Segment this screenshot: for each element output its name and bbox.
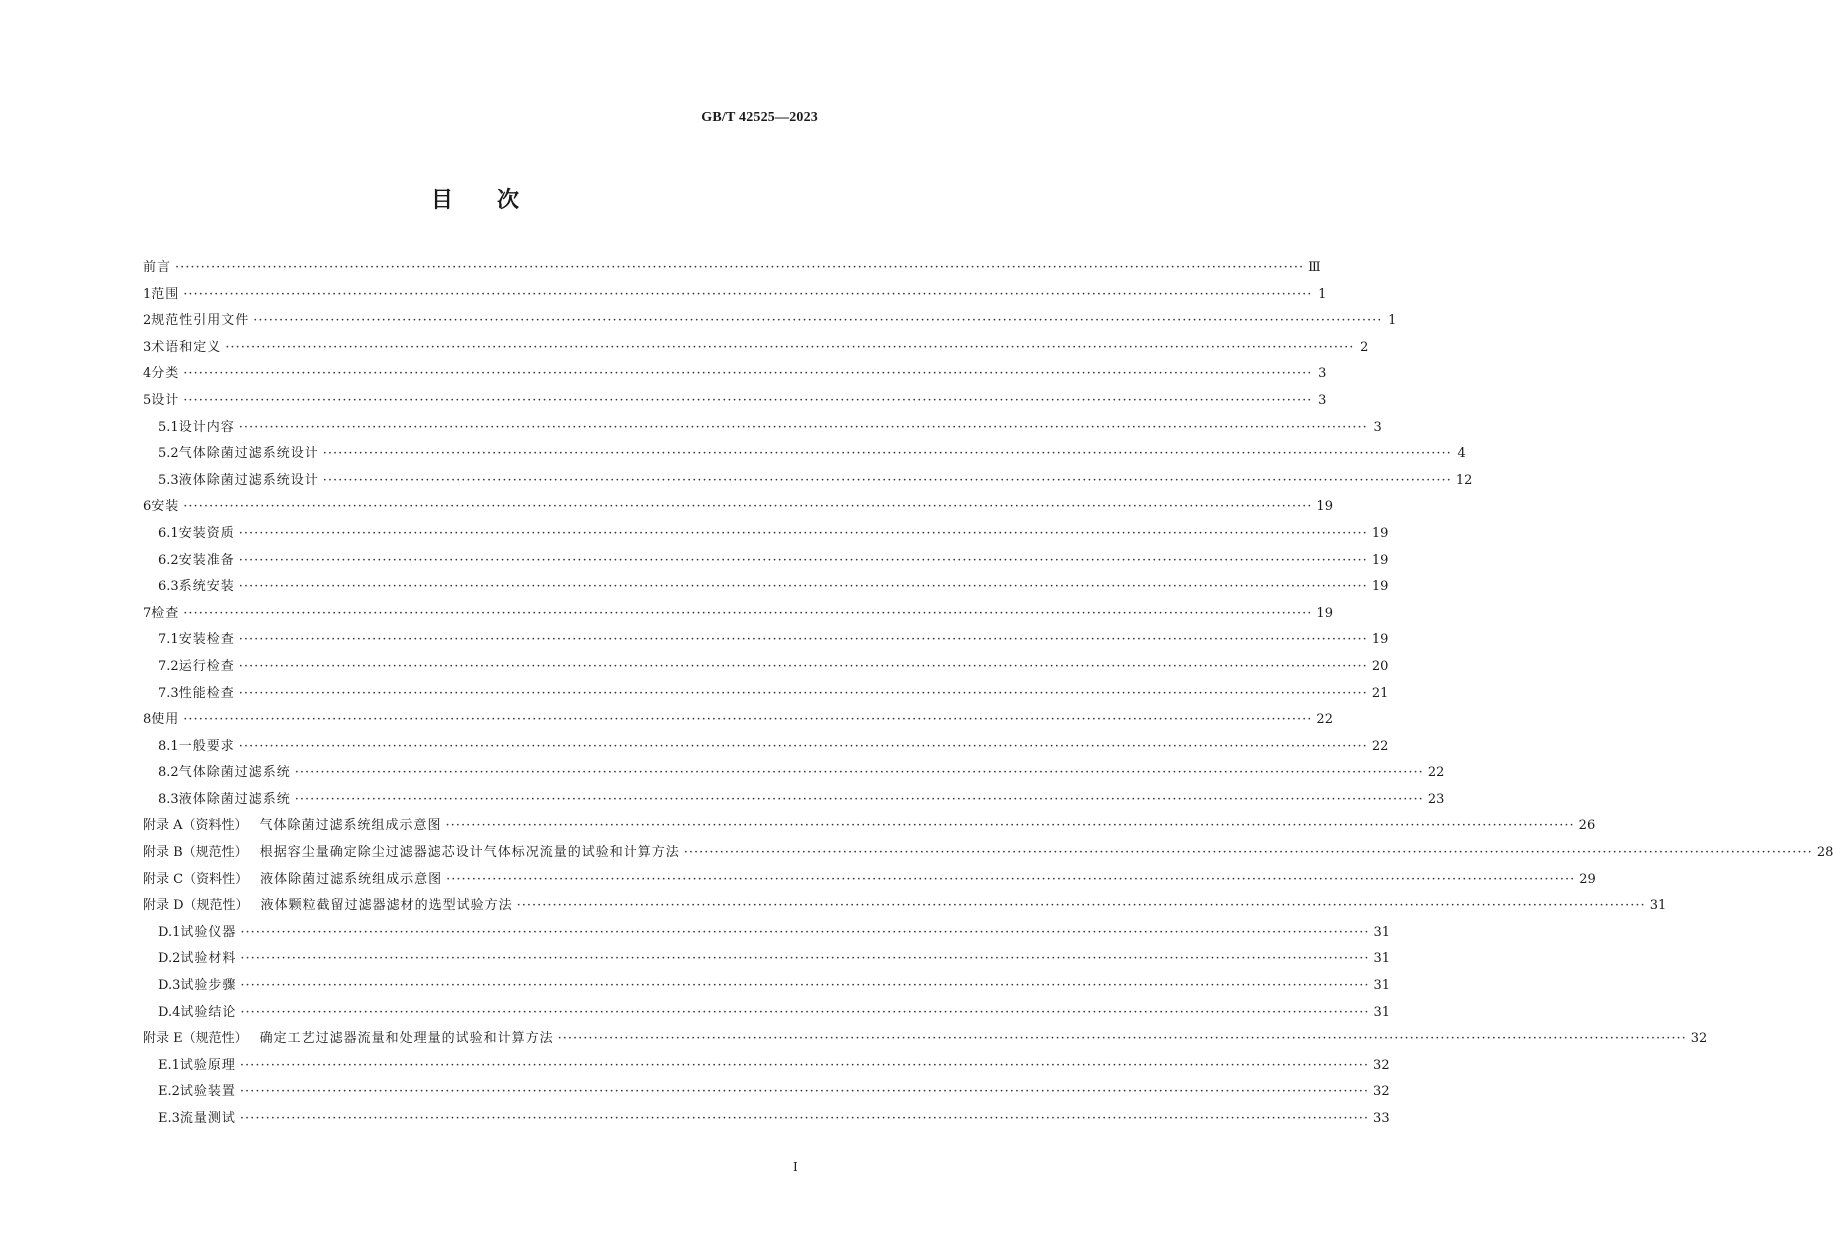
toc-entry[interactable] [143,442,1466,469]
toc-leader-dots: ···························································································································································································································· [183,366,1313,382]
toc-leader-dots: ···························································································································································································································· [238,525,1368,541]
toc-entry-number: E.2 [158,1084,180,1100]
toc-leader-dots: ···························································································································································································································· [240,978,1370,994]
toc-leader-dots: ···························································································································································································································· [516,898,1646,914]
toc-leader-dots: ···························································································································································································································· [183,712,1313,728]
toc-entry-number: 8.3 [158,791,179,807]
toc-entry[interactable] [143,788,1445,815]
toc-entry-title: 设计内容 [178,419,235,435]
toc-entry-title: 分类 [151,366,180,382]
toc-entry-number: 3 [143,339,152,355]
toc-entry[interactable] [143,256,1321,283]
toc-leader-dots: ···························································································································································································································· [445,818,1575,834]
toc-leader-dots: ···························································································································································································································· [446,871,1576,887]
toc-entry[interactable] [143,336,1369,363]
toc-leader-dots: ···························································································································································································································· [239,1057,1370,1073]
toc-entry-number: 附录 A（资料性） [143,818,248,834]
toc-entry-title: 试验仪器 [180,924,237,940]
toc-entry-number: 5.2 [158,446,179,462]
toc-leader-dots: ···························································································································································································································· [240,951,1370,967]
toc-entry-title: 试验材料 [180,951,237,967]
toc-entry-title: 液体除菌过滤系统 [178,791,291,807]
toc-entry[interactable] [143,814,1596,841]
toc-entry-page: 22 [1371,738,1389,754]
toc-entry[interactable] [143,522,1389,549]
toc-entry[interactable] [143,549,1389,576]
toc-entry[interactable] [143,362,1327,389]
toc-leader-dots: ···························································································································································································································· [238,685,1368,701]
toc-entry[interactable] [143,575,1389,602]
toc-entry[interactable] [143,1001,1391,1028]
toc-entry-page: 19 [1371,552,1389,568]
standard-code: GB/T 42525—2023 [701,110,818,125]
toc-entry-title: 试验原理 [179,1057,236,1073]
toc-leader-dots: ···························································································································································································································· [175,260,1305,275]
toc-leader-dots: ···························································································································································································································· [238,658,1368,674]
toc-entry-number: 6.1 [158,525,179,541]
toc-entry-page: 32 [1373,1084,1390,1100]
toc-entry-number: 6.2 [158,552,179,568]
toc-entry[interactable] [143,469,1473,496]
toc-entry-title: 气体除菌过滤系统组成示意图 [259,818,442,834]
toc-entry[interactable] [143,921,1391,948]
toc-entry-number: 4 [143,366,152,382]
toc-entry[interactable] [143,495,1333,522]
toc-entry-page: 29 [1579,871,1596,887]
toc-entry[interactable] [143,1027,1708,1054]
toc-entry-number: 1 [143,286,152,302]
toc-entry-page: Ⅲ [1308,260,1321,275]
toc-entry-page: 23 [1427,791,1445,807]
toc-entry-page: 3 [1373,419,1382,435]
toc-entry-page: 3 [1318,366,1327,382]
toc-entry-page: 31 [1373,924,1391,940]
toc-leader-dots: ···························································································································································································································· [322,446,1452,462]
toc-entry-title: 安装检查 [178,632,235,648]
toc-leader-dots: ···························································································································································································································· [183,286,1313,302]
toc-leader-dots: ···························································································································································································································· [238,419,1368,435]
page-title [0,183,950,214]
toc-entry-page: 19 [1316,499,1333,515]
toc-leader-dots: ···························································································································································································································· [183,392,1313,408]
title-char-1: 目 [430,187,453,213]
toc-entry-number: 附录 B（规范性） [143,845,248,861]
toc-entry-number: 7.3 [158,685,179,701]
toc-entry-title: 运行检查 [178,658,235,674]
toc-entry-title: 试验结论 [180,1004,237,1020]
toc-entry-page: 2 [1360,339,1369,355]
toc-entry-page: 19 [1371,632,1389,648]
toc-entry-number: 附录 D（规范性） [143,898,249,914]
toc-entry-title: 试验装置 [179,1084,236,1100]
toc-entry-page: 19 [1316,605,1333,621]
toc-leader-dots: ···························································································································································································································· [240,924,1370,940]
title-char-2: 次 [497,187,520,213]
toc-entry-number: 5.3 [158,472,179,488]
toc-entry-title: 确定工艺过滤器流量和处理量的试验和计算方法 [259,1031,554,1047]
toc-entry-title: 检查 [151,605,180,621]
toc-leader-dots: ···························································································································································································································· [253,313,1383,329]
toc-leader-dots: ···························································································································································································································· [238,738,1368,754]
toc-leader-dots: ···························································································································································································································· [238,632,1368,648]
toc-entry-page: 1 [1318,286,1327,302]
toc-leader-dots: ···························································································································································································································· [294,791,1424,807]
toc-entry-number: E.3 [158,1111,180,1126]
toc-entry-title: 安装资质 [178,525,235,541]
toc-entry[interactable] [143,628,1389,655]
toc-entry-page: 19 [1371,525,1389,541]
toc-entry-title: 根据容尘量确定除尘过滤器滤芯设计气体标况流量的试验和计算方法 [259,845,680,861]
toc-entry-title: 前言 [143,260,172,275]
toc-entry-title: 范围 [151,286,180,302]
toc-leader-dots: ···························································································································································································································· [294,765,1424,781]
toc-entry-page: 20 [1371,658,1389,674]
toc-entry-title: 安装 [151,499,180,515]
toc-leader-dots: ···························································································································································································································· [238,579,1368,595]
toc-entry-number: D.2 [158,951,181,967]
toc-leader-dots: ···························································································································································································································· [183,605,1313,621]
toc-leader-dots: ···························································································································································································································· [557,1031,1687,1047]
toc-leader-dots: ···························································································································································································································· [238,552,1368,568]
toc-entry-page: 28 [1816,845,1833,861]
toc-entry-number: 8.1 [158,738,179,754]
toc-entry-page: 22 [1316,712,1333,728]
toc-entry-page: 33 [1373,1111,1390,1126]
toc-leader-dots: ···························································································································································································································· [683,845,1813,861]
toc-leader-dots: ···························································································································································································································· [239,1111,1370,1126]
toc-entry[interactable] [143,682,1389,709]
toc-entry[interactable] [143,868,1596,895]
toc-entry[interactable] [143,841,1833,868]
toc-entry-number: 6.3 [158,579,179,595]
toc-entry-page: 26 [1578,818,1596,834]
toc-entry-number: 附录 C（资料性） [143,871,249,887]
toc-entry-title: 气体除菌过滤系统设计 [178,446,319,462]
toc-entry-number: 5 [143,392,152,408]
toc-entry[interactable] [143,283,1327,310]
toc-entry-page: 31 [1373,978,1391,994]
toc-entry[interactable] [143,1107,1390,1134]
toc-entry[interactable] [143,761,1445,788]
table-of-contents [143,256,1833,1134]
toc-entry[interactable] [143,602,1333,629]
toc-entry-number: D.3 [158,978,181,994]
toc-entry-title: 安装准备 [178,552,235,568]
toc-entry-page: 3 [1318,392,1327,408]
toc-entry[interactable] [143,309,1397,336]
page-number: I [793,1160,798,1174]
toc-leader-dots: ···························································································································································································································· [239,1084,1370,1100]
toc-entry-title: 液体除菌过滤系统设计 [178,472,319,488]
toc-entry-number: D.4 [158,1004,181,1020]
toc-entry-number: 附录 E（规范性） [143,1031,248,1047]
toc-entry[interactable] [143,389,1327,416]
toc-entry[interactable] [143,1054,1390,1081]
toc-entry-number: 7.2 [158,658,179,674]
toc-entry[interactable] [143,894,1667,921]
toc-entry-title: 试验步骤 [180,978,237,994]
toc-entry[interactable] [143,655,1389,682]
toc-entry-page: 12 [1455,472,1473,488]
toc-entry[interactable] [143,1080,1390,1107]
toc-entry[interactable] [143,947,1391,974]
toc-leader-dots: ···························································································································································································································· [183,499,1313,515]
toc-entry-title: 设计 [151,392,180,408]
toc-entry-title: 性能检查 [178,685,235,701]
toc-entry-number: E.1 [158,1057,180,1073]
toc-entry-title: 系统安装 [178,579,235,595]
toc-entry-title: 液体颗粒截留过滤器滤材的选型试验方法 [260,898,513,914]
toc-entry-number: 7 [143,605,152,621]
toc-entry-page: 31 [1649,898,1667,914]
toc-entry-number: 8 [143,712,152,728]
toc-entry[interactable] [143,708,1333,735]
toc-entry-title: 规范性引用文件 [151,313,250,329]
toc-entry-title: 使用 [151,712,180,728]
toc-entry-page: 19 [1371,579,1389,595]
toc-entry-title: 术语和定义 [151,339,222,355]
toc-entry-page: 31 [1373,951,1391,967]
toc-entry-page: 21 [1371,685,1389,701]
toc-entry-page: 1 [1388,313,1397,329]
toc-entry-number: D.1 [158,924,181,940]
toc-leader-dots: ···························································································································································································································· [322,472,1452,488]
toc-entry-page: 31 [1373,1004,1391,1020]
toc-entry-number: 2 [143,313,152,329]
toc-entry[interactable] [143,416,1382,443]
toc-entry-number: 7.1 [158,632,179,648]
toc-entry-page: 32 [1373,1057,1390,1073]
toc-entry-title: 流量测试 [179,1111,236,1126]
toc-leader-dots: ···························································································································································································································· [225,339,1355,355]
toc-entry-page: 4 [1457,446,1466,462]
toc-entry-title: 一般要求 [178,738,235,754]
toc-entry[interactable] [143,735,1389,762]
toc-entry-title: 液体除菌过滤系统组成示意图 [260,871,443,887]
toc-entry-page: 22 [1427,765,1445,781]
toc-entry-number: 8.2 [158,765,179,781]
toc-leader-dots: ···························································································································································································································· [240,1004,1370,1020]
toc-entry[interactable] [143,974,1391,1001]
toc-entry-number: 5.1 [158,419,179,435]
toc-entry-page: 32 [1690,1031,1708,1047]
toc-entry-number: 6 [143,499,152,515]
toc-entry-title: 气体除菌过滤系统 [178,765,291,781]
